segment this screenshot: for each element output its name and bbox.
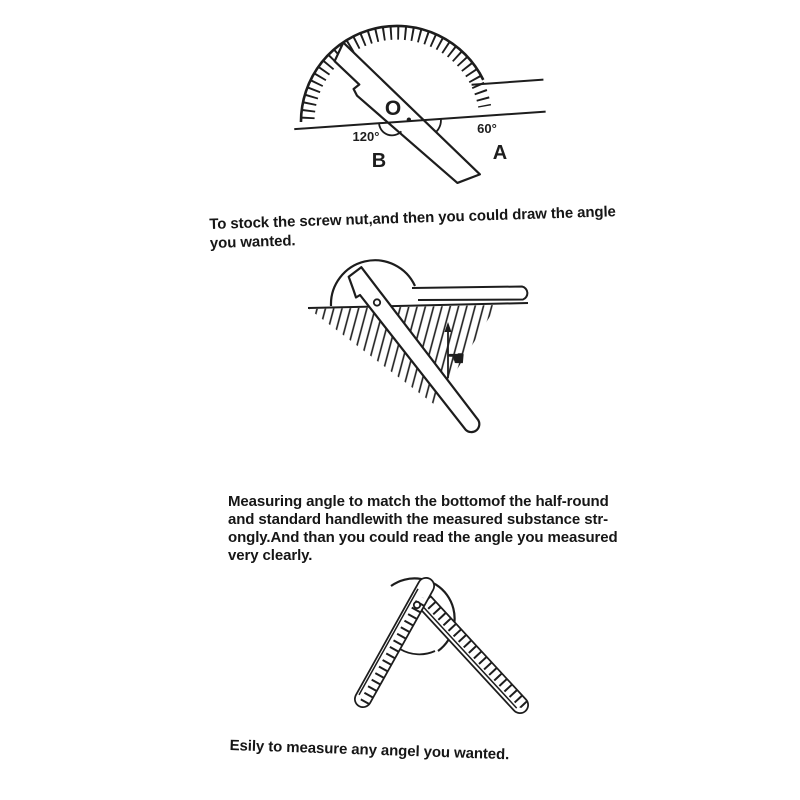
right-leg xyxy=(421,599,523,708)
caption-line: and standard handlewith the measured substance str- xyxy=(228,511,608,528)
angle-arc xyxy=(400,649,435,654)
pivot-screw xyxy=(414,602,420,608)
caption-step-2 xyxy=(228,493,618,565)
caption-line: Measuring angle to match the bottomof the half-round xyxy=(228,493,609,510)
caption-line: ongly.And than you could read the angle you measured xyxy=(228,529,618,546)
figure-drawing-angle xyxy=(280,258,560,448)
caption-line: To stock the screw nut,and then you could draw the angle xyxy=(209,203,617,233)
ruler-arm xyxy=(333,34,480,191)
pivot-screw xyxy=(374,299,380,305)
label-point-a: A xyxy=(492,142,508,164)
handle-edge xyxy=(472,80,544,85)
label-point-b: B xyxy=(371,150,387,172)
label-angle-60: 60° xyxy=(477,121,497,136)
caption-line: very clearly. xyxy=(228,547,313,564)
figure-measuring-angle xyxy=(320,575,540,720)
handle-bar xyxy=(412,287,527,301)
caption-line: Esily to measure any angel you wanted. xyxy=(229,736,510,764)
angle-arc-right xyxy=(435,119,441,132)
figure-protractor-diagram xyxy=(190,10,590,205)
caption-step-3 xyxy=(229,736,509,764)
label-angle-120: 120° xyxy=(352,129,380,144)
caption-line: you wanted. xyxy=(209,232,296,252)
pointing-hand-icon: ☚ xyxy=(447,348,465,370)
label-vertex-o: O xyxy=(384,97,402,120)
caption-step-1 xyxy=(209,202,617,253)
